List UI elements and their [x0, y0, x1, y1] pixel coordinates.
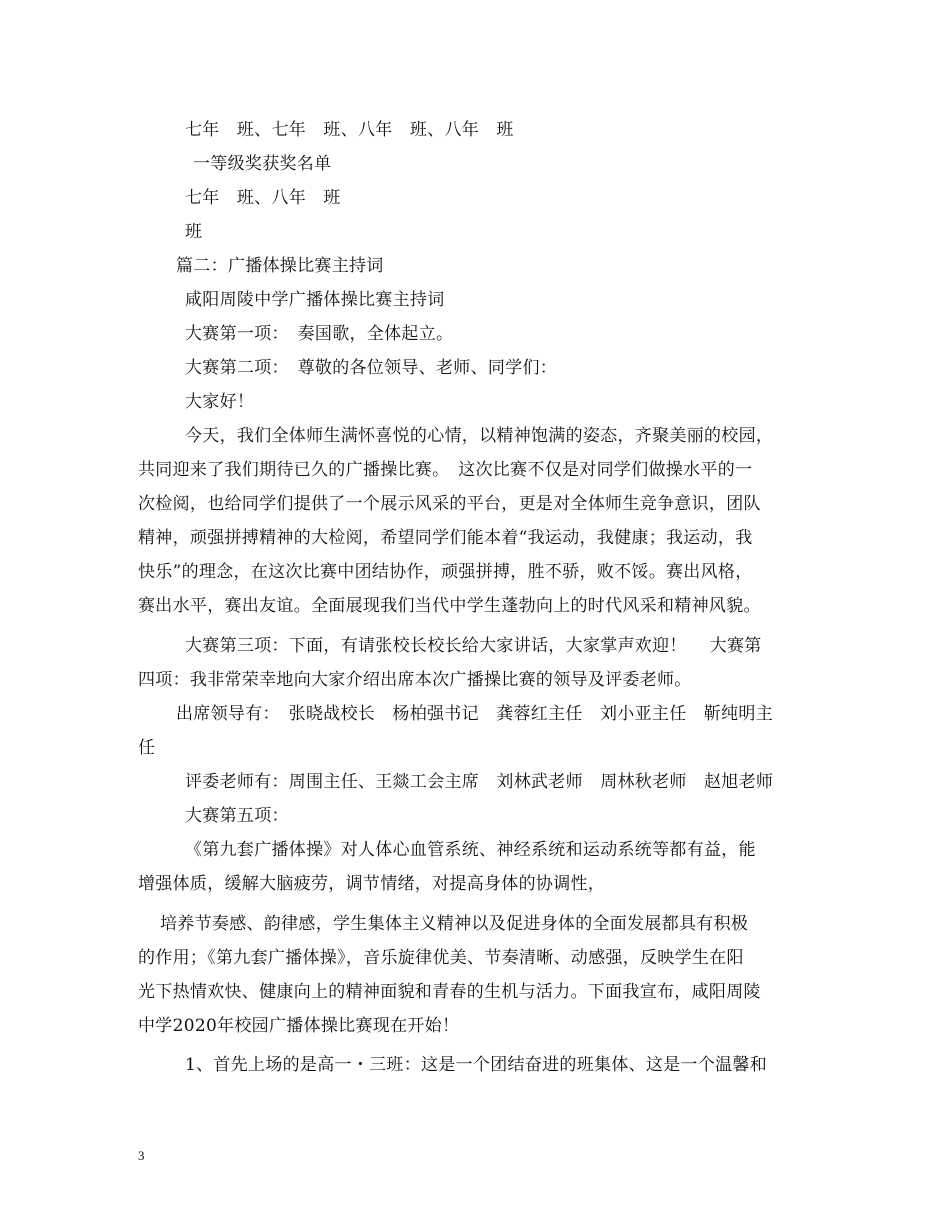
- paragraph-line: 增强体质，缓解大脑疲劳，调节情绪，对提高身体的协调性，: [138, 874, 606, 894]
- section-heading: 篇二：广播体操比赛主持词: [176, 256, 384, 276]
- paragraph-line: 的作用；《第九套广播体操》，音乐旋律优美、节奏清晰、动感强，反映学生在阳: [138, 948, 744, 968]
- paragraph-line: 培养节奏感、韵律感，学生集体主义精神以及促进身体的全面发展都具有积极: [160, 914, 749, 934]
- text-line: 七年 班、七年 班、八年 班、八年 班: [185, 120, 514, 140]
- paragraph-line: 任: [138, 738, 156, 758]
- paragraph-line: 快乐”的理念，在这次比赛中团结协作，顽强拼搏，胜不骄，败不馁。赛出风格，: [138, 562, 753, 582]
- paragraph-line: 今天，我们全体师生满怀喜悦的心情，以精神饱满的姿态，齐聚美丽的校园，: [185, 426, 774, 446]
- paragraph-line: 光下热情欢快、健康向上的精神面貌和青春的生机与活力。下面我宣布，咸阳周陵: [138, 982, 761, 1002]
- paragraph-line: 赛出水平，赛出友谊。全面展现我们当代中学生蓬勃向上的时代风采和精神风貌。: [138, 596, 761, 616]
- paragraph-line: 出席领导有： 张晓战校长 杨柏强书记 龚蓉红主任 刘小亚主任 靳纯明主: [176, 704, 773, 724]
- paragraph-line: 次检阅，也给同学们提供了一个展示风采的平台，更是对全体师生竞争意识，团队: [138, 494, 761, 514]
- page-number: 3: [138, 1148, 145, 1163]
- paragraph-line: 精神，顽强拼搏精神的大检阅，希望同学们能本着“我运动，我健康；我运动，我: [138, 528, 753, 548]
- text-line: 大赛第一项： 奏国歌，全体起立。: [185, 324, 454, 344]
- text-line: 七年 班、八年 班: [185, 188, 341, 208]
- paragraph-line: 1、首先上场的是高一・三班：这是一个团结奋进的班集体、这是一个温馨和: [185, 1055, 768, 1075]
- document-title: 咸阳周陵中学广播体操比赛主持词: [185, 290, 445, 310]
- paragraph-line: 共同迎来了我们期待已久的广播操比赛。 这次比赛不仅是对同学们做操水平的一: [138, 460, 753, 480]
- text-line: 大赛第二项： 尊敬的各位领导、老师、同学们：: [185, 358, 558, 378]
- paragraph-line: 四项：我非常荣幸地向大家介绍出席本次广播操比赛的领导及评委老师。: [138, 670, 692, 690]
- paragraph-line: 大赛第五项：: [185, 806, 289, 826]
- text-line: 大家好！: [185, 392, 255, 412]
- paragraph-line: 评委老师有：周围主任、王燚工会主席 刘林武老师 周林秋老师 赵旭老师: [185, 772, 774, 792]
- text-line: 班: [185, 222, 203, 242]
- paragraph-line: 中学2020年校园广播体操比赛现在开始！: [138, 1016, 460, 1036]
- paragraph-line: 大赛第三项：下面，有请张校长校长给大家讲话，大家掌声欢迎！ 大赛第: [185, 636, 762, 656]
- text-line: 一等级奖获奖名单: [193, 154, 332, 174]
- paragraph-line: 《第九套广播体操》对人体心血管系统、神经系统和运动系统等都有益，能: [185, 840, 756, 860]
